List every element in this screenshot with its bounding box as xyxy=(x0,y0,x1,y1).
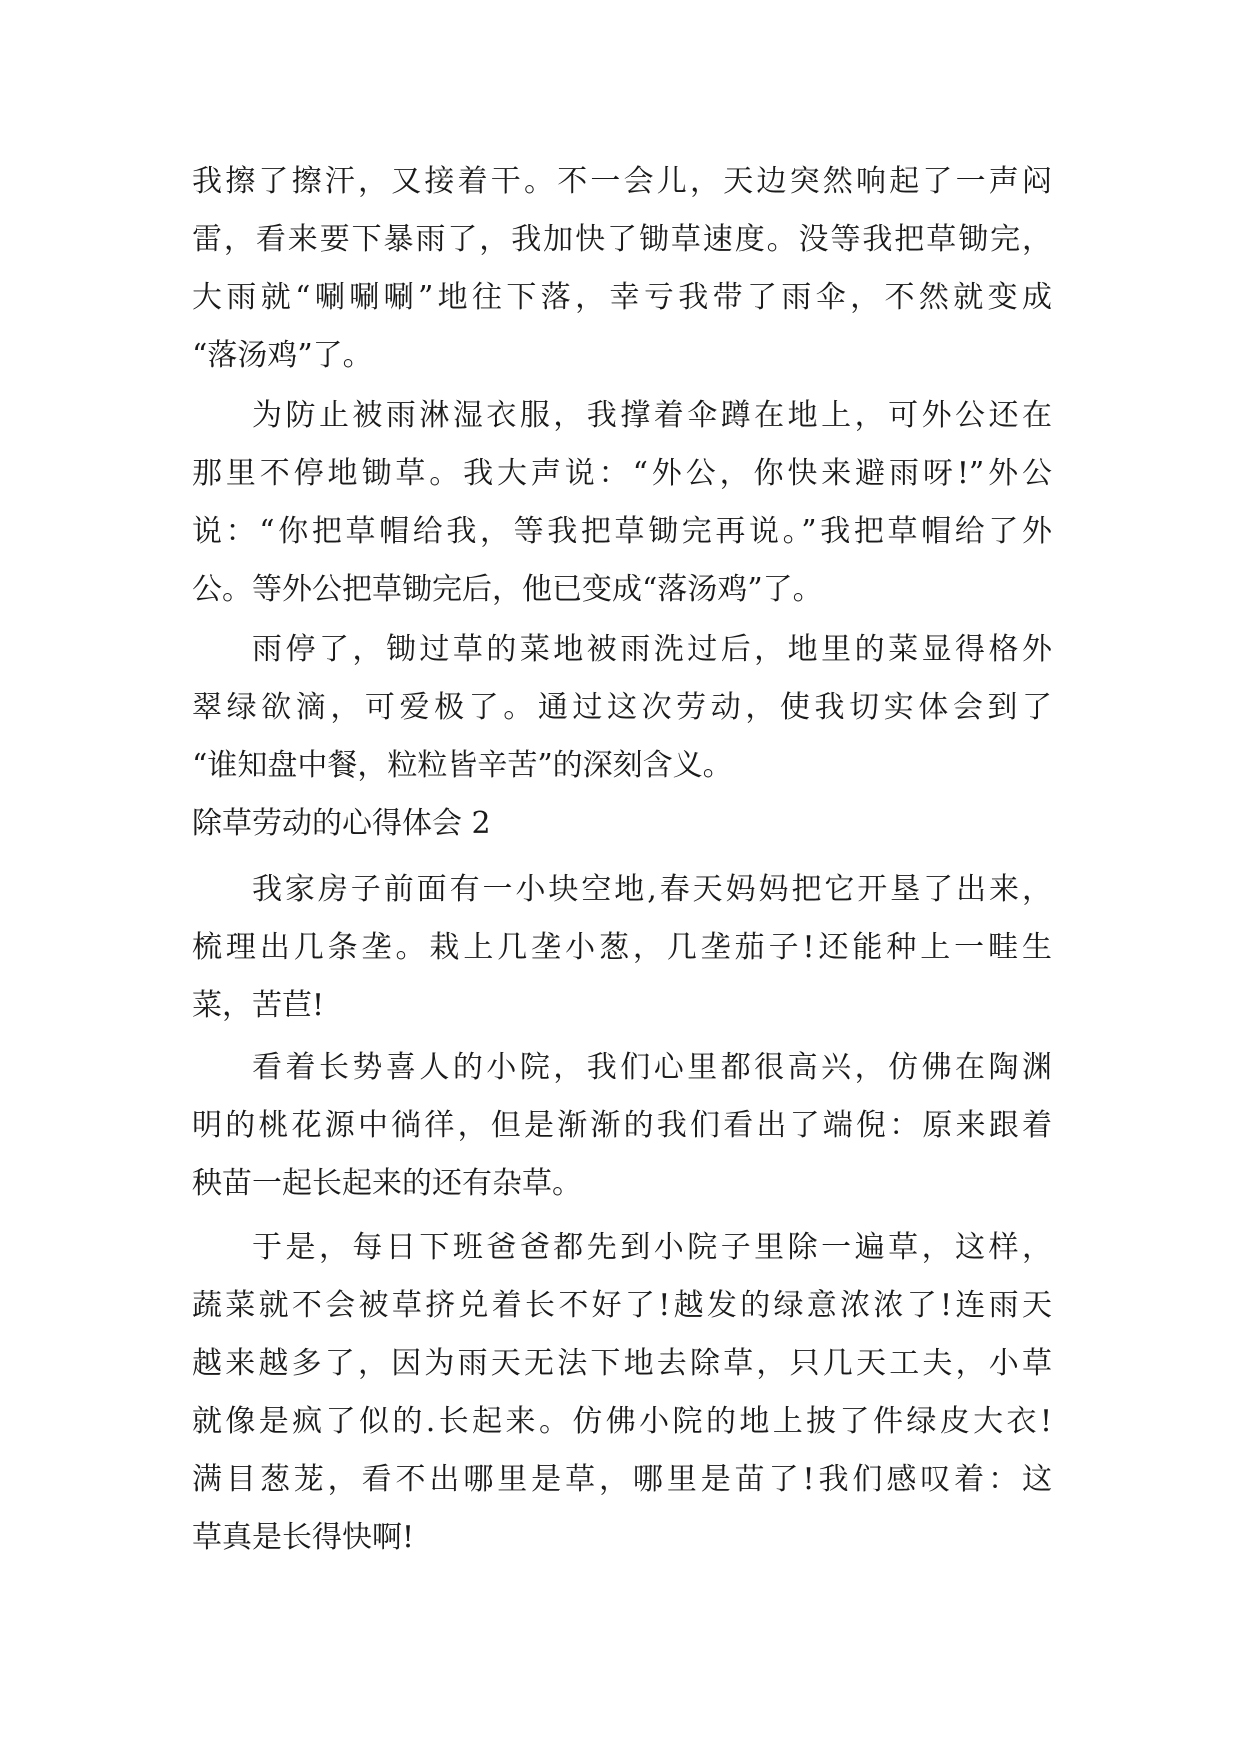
paragraph-line: “落汤鸡”了。 xyxy=(192,338,373,373)
paragraph-line: “谁知盘中餐，粒粒皆辛苦”的深刻含义。 xyxy=(192,748,733,783)
section-heading: 除草劳动的心得体会 2 xyxy=(192,806,491,841)
paragraph-line: 就像是疯了似的.长起来。仿佛小院的地上披了件绿皮大衣! xyxy=(192,1404,1052,1439)
paragraph-line: 雷，看来要下暴雨了，我加快了锄草速度。没等我把草锄完， xyxy=(192,222,1052,257)
paragraph-line: 大雨就“唰唰唰”地往下落，幸亏我带了雨伞，不然就变成 xyxy=(192,280,1052,315)
paragraph-line: 越来越多了，因为雨天无法下地去除草，只几天工夫，小草 xyxy=(192,1346,1052,1381)
paragraph-line: 我擦了擦汗，又接着干。不一会儿，天边突然响起了一声闷 xyxy=(192,164,1052,199)
paragraph-line: 明的桃花源中徜徉，但是渐渐的我们看出了端倪：原来跟着 xyxy=(192,1108,1052,1143)
paragraph-line: 梳理出几条垄。栽上几垄小葱，几垄茄子!还能种上一畦生 xyxy=(192,930,1052,965)
paragraph-line: 说：“你把草帽给我，等我把草锄完再说。”我把草帽给了外 xyxy=(192,514,1052,549)
paragraph-line: 为防止被雨淋湿衣服，我撑着伞蹲在地上，可外公还在 xyxy=(252,398,1052,433)
paragraph-line: 我家房子前面有一小块空地,春天妈妈把它开垦了出来， xyxy=(252,872,1052,907)
paragraph-line: 那里不停地锄草。我大声说：“外公，你快来避雨呀!”外公 xyxy=(192,456,1052,491)
paragraph xyxy=(192,162,1052,373)
paragraph-line: 于是，每日下班爸爸都先到小院子里除一遍草，这样， xyxy=(252,1230,1052,1265)
paragraph-line: 雨停了，锄过草的菜地被雨洗过后，地里的菜显得格外 xyxy=(252,632,1052,667)
paragraph-line: 翠绿欲滴，可爱极了。通过这次劳动，使我切实体会到了 xyxy=(192,690,1052,725)
paragraph-line: 秧苗一起长起来的还有杂草。 xyxy=(192,1166,582,1201)
paragraph-line: 草真是长得快啊! xyxy=(192,1520,415,1555)
paragraph-line: 菜，苦苣! xyxy=(192,988,325,1023)
paragraph-line: 看着长势喜人的小院，我们心里都很高兴，仿佛在陶渊 xyxy=(252,1050,1052,1085)
paragraph-line: 蔬菜就不会被草挤兑着长不好了!越发的绿意浓浓了!连雨天 xyxy=(192,1288,1052,1323)
paragraph-line: 公。等外公把草锄完后，他已变成“落汤鸡”了。 xyxy=(192,572,823,607)
paragraph-line: 满目葱茏，看不出哪里是草，哪里是苗了!我们感叹着：这 xyxy=(192,1462,1052,1497)
